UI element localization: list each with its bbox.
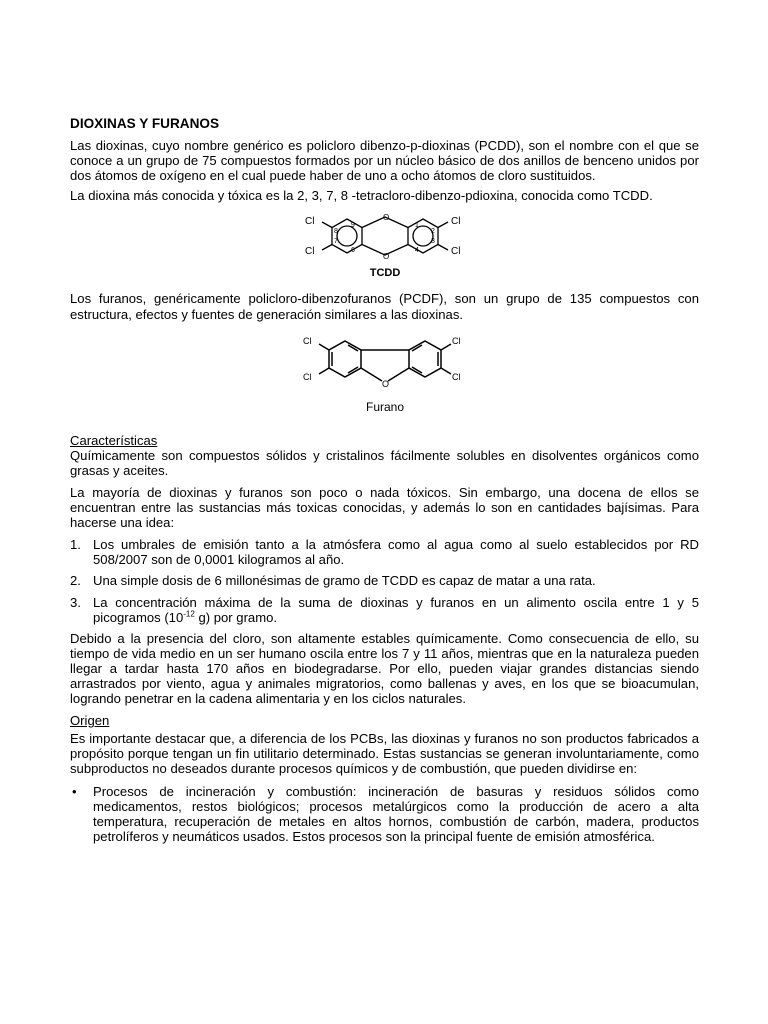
- caracteristicas-paragraph-2: La mayoría de dioxinas y furanos son poco o nada tóxicos. Sin embargo, una docena de ellos se encuentran entre las sustancias más toxicas conocidas, y además lo son en cantidades bajísimas. Para hacerse una idea:: [70, 484, 699, 531]
- list-item: [70, 537, 699, 567]
- list-item: [70, 784, 699, 844]
- bullet-icon: •: [72, 783, 77, 799]
- section-heading-origen: Origen: [70, 713, 110, 729]
- document-title: DIOXINAS Y FURANOS: [70, 116, 220, 131]
- exponent: -12: [183, 609, 195, 619]
- list-item: [70, 595, 699, 625]
- intro-paragraph: Las dioxinas, cuyo nombre genérico es policloro dibenzo-p-dioxinas (PCDD), son el nombre con el que se conoce a un grupo de 75 compuestos formados por un núcleo básico de dos anillos de benceno unidos por dos átomos de oxígeno en el cual puede haber de uno a ocho átomos de cloro sustituidos.: [70, 138, 699, 184]
- list-item-text: Una simple dosis de 6 millonésimas de gramo de TCDD es capaz de matar a una rata.: [93, 573, 596, 589]
- position-number: 7: [333, 238, 338, 246]
- origen-bullet-list: [70, 784, 699, 844]
- origen-paragraph: Es importante destacar que, a diferencia de los PCBs, las dioxinas y furanos no son productos fabricados a propósito porque tengan un fin utilitario determinado. Estas sustancias se generan involuntariamente, como subproductos no deseados durante procesos químicos y de combustión, que pueden dividirse en:: [70, 731, 699, 777]
- position-number: 2: [430, 228, 435, 236]
- list-item: [70, 573, 699, 588]
- tcdd-structure-figure: [70, 210, 699, 288]
- section-heading-caracteristicas: Características: [70, 432, 158, 448]
- list-item-text: Los umbrales de emisión tanto a la atmósfera como al agua como al suelo establecidos por RD 508/2007 son de 0,0001 kilogramos al año.: [93, 537, 699, 568]
- position-number: 4: [414, 247, 419, 255]
- chlorine-label: Cl: [304, 216, 314, 228]
- figure-caption: TCDD: [369, 267, 400, 280]
- toxicity-list: [70, 537, 699, 624]
- list-number: 2.: [70, 573, 81, 589]
- caracteristicas-paragraph-1: Químicamente son compuestos sólidos y cristalinos fácilmente solubles en disolventes orgánicos como grasas y aceites.: [70, 447, 699, 478]
- caracteristicas-paragraph-3: Debido a la presencia del cloro, son altamente estables químicamente. Como consecuencia de ello, su tiempo de vida medio en un ser humano oscila entre los 7 y 11 años, mientras que en la naturaleza pueden llegar a tardar hasta 170 años en biodegradarse. Por ello, pueden viajar grandes distancias siendo arrastrados por viento, agua y animales migratorios, como ballenas y aves, en los que se bioacumulan, logrando penetrar en la cadena alimentaria y en los ciclos naturales.: [70, 630, 699, 707]
- position-number: 1: [414, 222, 419, 230]
- position-number: 3: [430, 238, 435, 246]
- position-number: 9: [350, 222, 355, 230]
- chlorine-label: Cl: [450, 246, 460, 258]
- document-page: [70, 116, 699, 844]
- list-item-text: g) por gramo.: [194, 609, 278, 625]
- tcdd-structure-diagram: [285, 210, 485, 288]
- chlorine-label: Cl: [302, 371, 311, 382]
- chlorine-label: Cl: [302, 335, 311, 346]
- position-number: 8: [333, 228, 338, 236]
- chlorine-label: Cl: [451, 335, 460, 346]
- list-number: 3.: [70, 594, 81, 610]
- furanos-paragraph: Los furanos, genéricamente policloro-dibenzofuranos (PCDF), son un grupo de 135 compuestos con estructura, efectos y fuentes de generación similares a las dioxinas.: [70, 291, 699, 322]
- list-item-text: Procesos de incineración y combustión: incineración de basuras y residuos sólidos como medicamentos, restos biológicos; procesos metalúrgicos como la producción de acero a alta temperatura, recuperación de metales en altos hornos, combustión de carbón, madera, productos petrolíferos y neumáticos usados. Estos procesos son la principal fuente de emisión atmosférica.: [93, 783, 699, 844]
- furano-structure-figure: [70, 329, 699, 425]
- list-item-text: La concentración máxima de la suma de dioxinas y furanos en un alimento oscila entre 1 y 5 picogramos (10: [93, 594, 699, 625]
- oxygen-symbol: O: [381, 378, 389, 389]
- chlorine-label: Cl: [451, 371, 460, 382]
- oxygen-symbol: O: [382, 213, 389, 223]
- list-number: 1.: [70, 537, 81, 553]
- chlorine-label: Cl: [304, 246, 314, 258]
- position-number: 6: [350, 247, 355, 255]
- chlorine-label: Cl: [450, 216, 460, 228]
- oxygen-symbol: O: [382, 252, 389, 262]
- tcdd-paragraph: La dioxina más conocida y tóxica es la 2, 3, 7, 8 -tetracloro-dibenzo-pdioxina, conocida como TCDD.: [70, 188, 653, 204]
- furano-structure-diagram: [295, 329, 475, 425]
- figure-caption: Furano: [365, 399, 404, 414]
